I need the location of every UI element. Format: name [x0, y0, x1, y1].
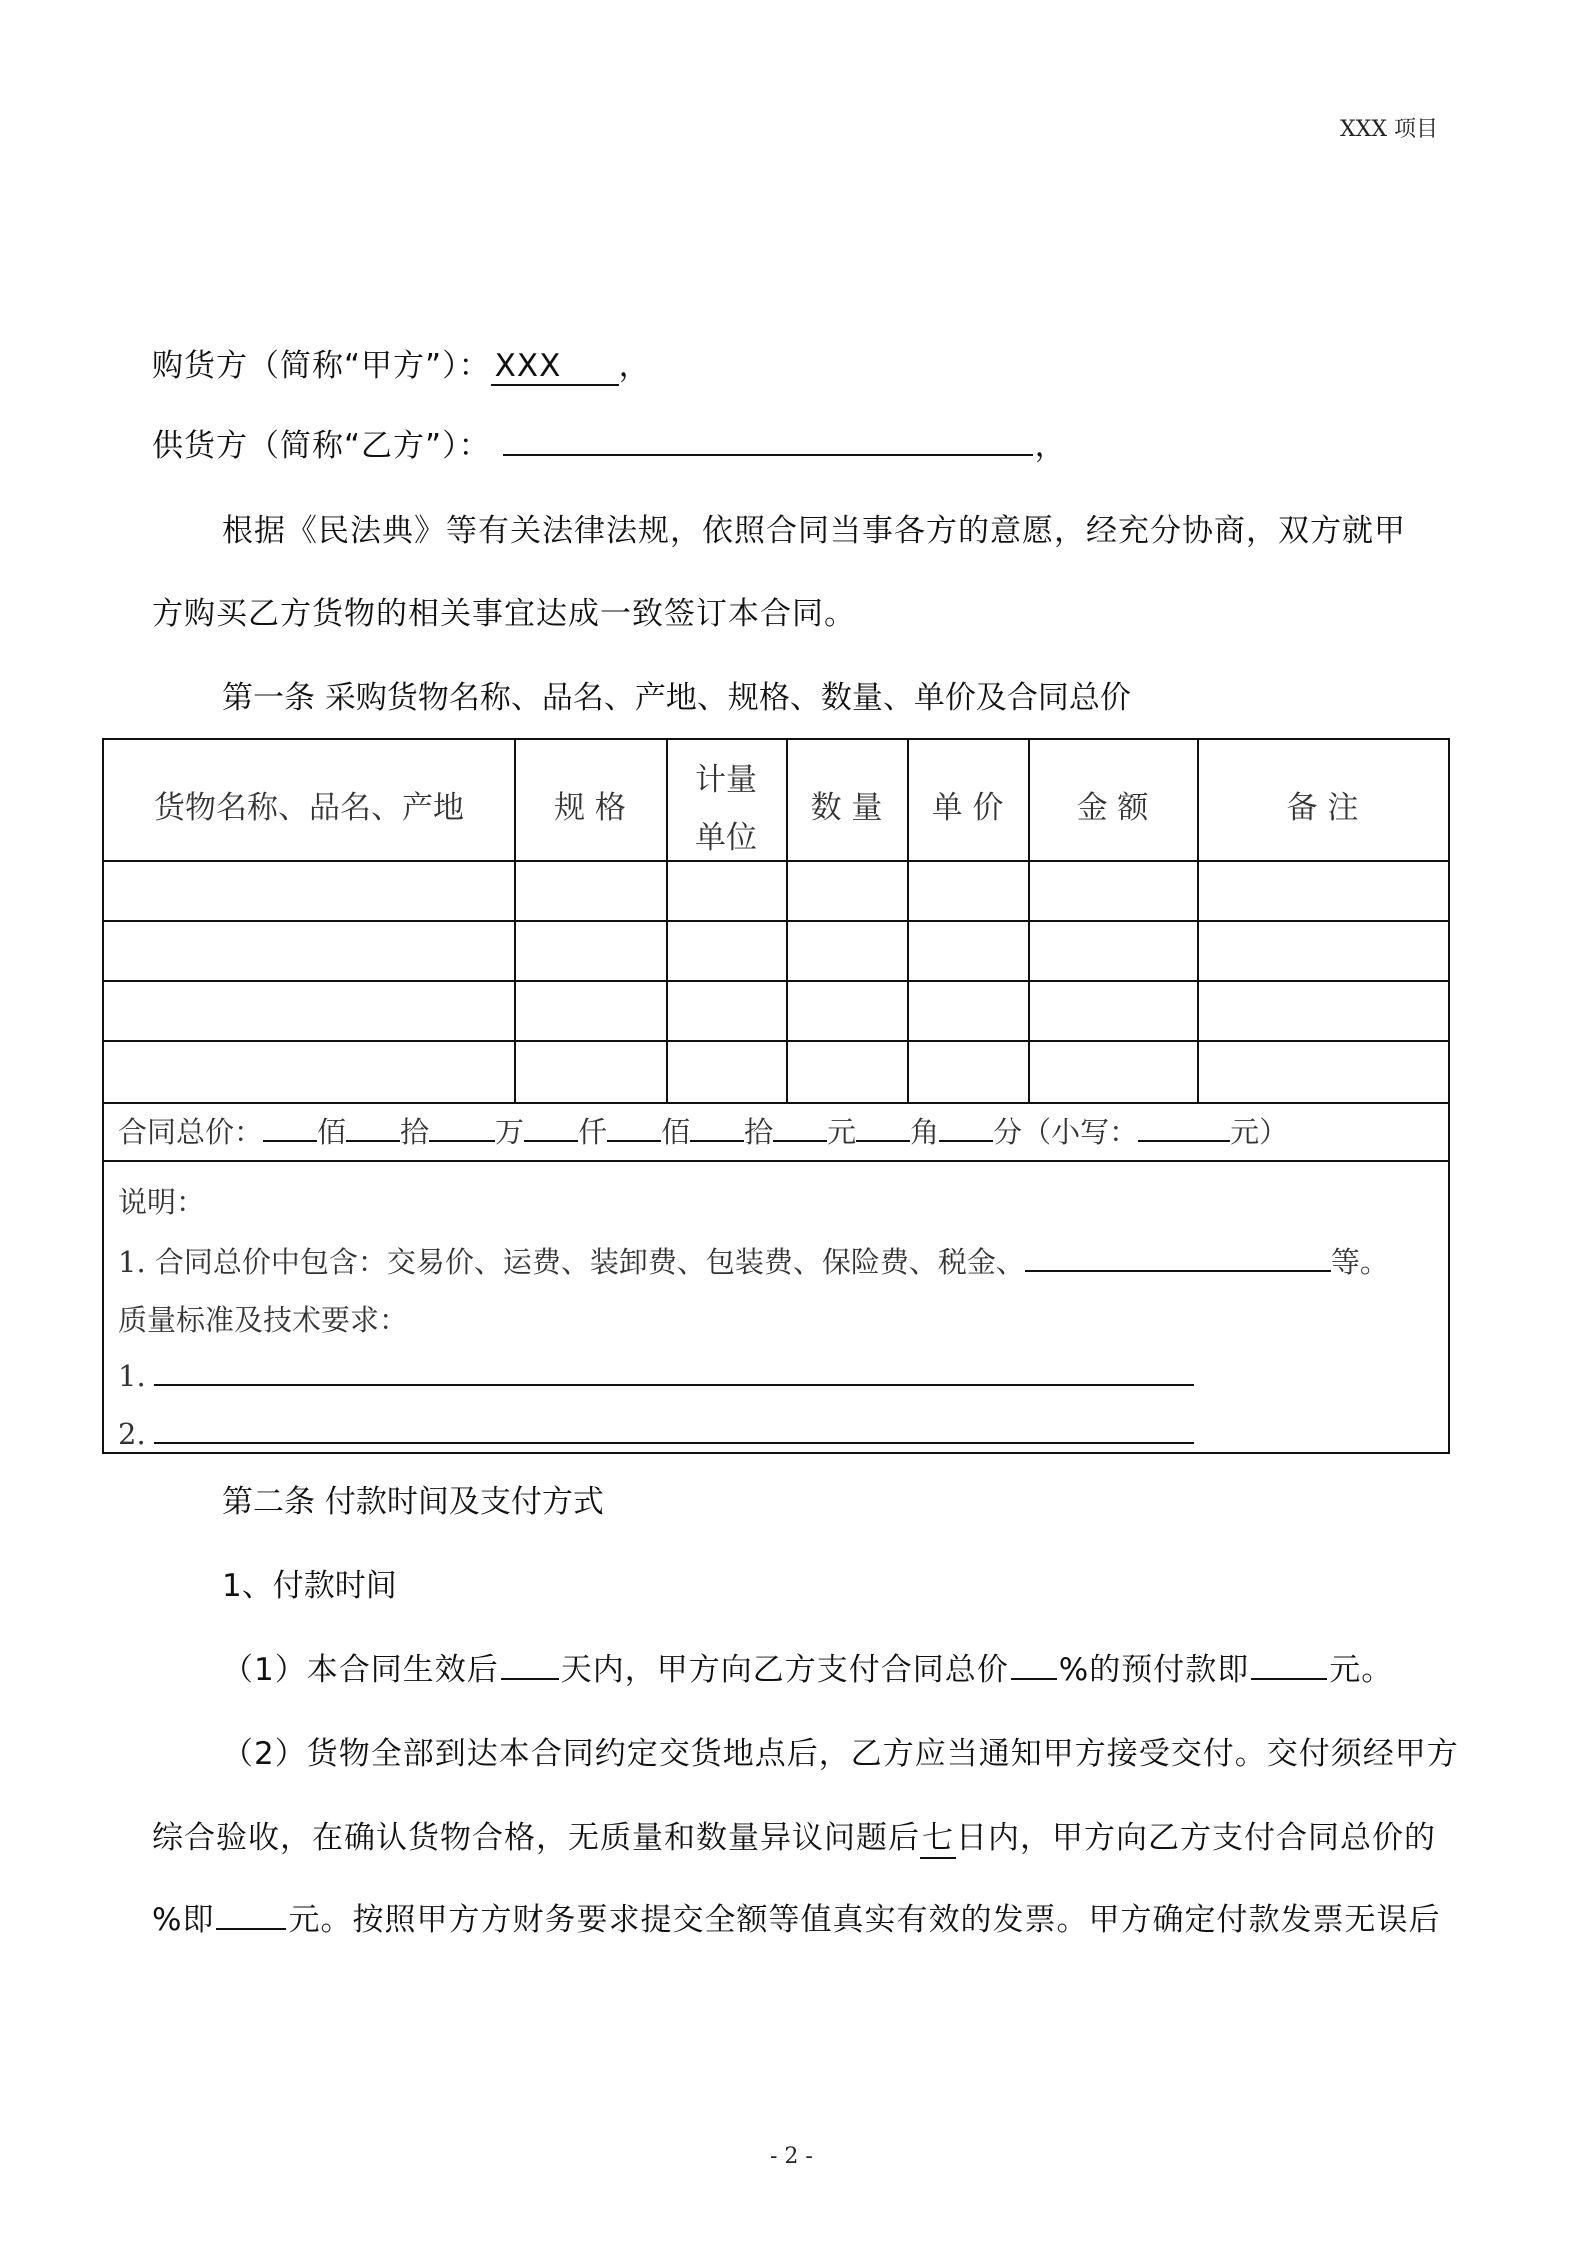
p2-line2-a: 综合验收，在确认货物合格，无质量和数量异议问题后 [152, 1820, 920, 1856]
payment-para-1 [222, 1644, 1393, 1689]
header-spec: 规 格 [554, 790, 626, 826]
total-price-row [118, 1110, 1288, 1151]
p1-b: 天内，甲方向乙方支付合同总价 [560, 1652, 1009, 1688]
project-header: XXX 项目 [1340, 117, 1438, 142]
intro-line-2: 方购买乙方货物的相关事宜达成一致签订本合同。 [152, 596, 856, 632]
p2-line3-b: 元。按照甲方方财务要求提交全额等值真实有效的发票。甲方确定付款发票无误后 [288, 1902, 1441, 1938]
unit-fen: 分（小写： [993, 1115, 1139, 1149]
buyer-value: XXX [491, 348, 619, 386]
payment-para-2-line-3 [152, 1894, 1440, 1939]
header-quantity: 数 量 [810, 790, 883, 826]
payment-time-heading: 1、付款时间 [222, 1568, 397, 1604]
p2-seven-days: 七 [920, 1812, 956, 1859]
note-1 [118, 1240, 1389, 1281]
unit-yuan-2: 元） [1230, 1115, 1289, 1149]
unit-qian: 仟 [578, 1115, 608, 1149]
buyer-end: ， [618, 348, 651, 384]
page-number: - 2 - [770, 2144, 813, 2169]
header-remarks: 备 注 [1286, 790, 1359, 826]
quality-item-1-num: 1. [118, 1359, 146, 1393]
supplier-blank [503, 424, 1033, 456]
quality-item-2 [118, 1416, 1194, 1451]
p2-line3-a: %即 [152, 1902, 215, 1938]
header-unit-price: 单 价 [931, 790, 1004, 826]
intro-line-1: 根据《民法典》等有关法律法规，依照合同当事各方的意愿，经充分协商，双方就甲 [222, 513, 1406, 549]
payment-para-2-line-1: （2）货物全部到达本合同约定交货地点后，乙方应当通知甲方接受交付。交付须经甲方 [222, 1736, 1459, 1772]
unit-shi-2: 拾 [744, 1115, 774, 1149]
buyer-line [152, 340, 651, 386]
unit-jiao: 角 [910, 1115, 940, 1149]
unit-yuan: 元 [827, 1115, 857, 1149]
quality-item-2-num: 2. [118, 1417, 146, 1451]
goods-table [102, 738, 1450, 1454]
p1-d: 元。 [1329, 1652, 1394, 1688]
quality-item-1 [118, 1358, 1194, 1393]
p2-line2-c: 日内，甲方向乙方支付合同总价的 [956, 1820, 1436, 1856]
total-label: 合同总价： [118, 1115, 264, 1149]
payment-para-2-line-2 [152, 1812, 1436, 1859]
unit-bai: 佰 [317, 1115, 347, 1149]
p1-a: （1）本合同生效后 [222, 1652, 499, 1688]
unit-bai-2: 佰 [661, 1115, 691, 1149]
buyer-label: 购货方（简称“甲方”）： [152, 348, 491, 384]
notes-title: 说明： [118, 1185, 206, 1219]
article-2-title: 第二条 付款时间及支付方式 [222, 1484, 604, 1520]
header-amount: 金 额 [1076, 790, 1149, 826]
header-unit-line2: 单位 [695, 820, 757, 856]
note-1-prefix: 1. 合同总价中包含：交易价、运费、装卸费、包装费、保险费、税金、 [118, 1245, 1025, 1279]
quality-title: 质量标准及技术要求： [118, 1303, 409, 1337]
unit-shi: 拾 [400, 1115, 430, 1149]
p1-c: %的预付款即 [1058, 1652, 1250, 1688]
note-1-suffix: 等。 [1330, 1245, 1389, 1279]
article-1-title: 第一条 采购货物名称、品名、产地、规格、数量、单价及合同总价 [222, 680, 1131, 716]
supplier-line [152, 420, 1067, 465]
unit-wan: 万 [495, 1115, 525, 1149]
header-unit-line1: 计量 [695, 762, 757, 798]
header-goods-name: 货物名称、品名、产地 [154, 790, 464, 826]
supplier-end: ， [1034, 428, 1067, 464]
supplier-label: 供货方（简称“乙方”）： [152, 428, 491, 464]
